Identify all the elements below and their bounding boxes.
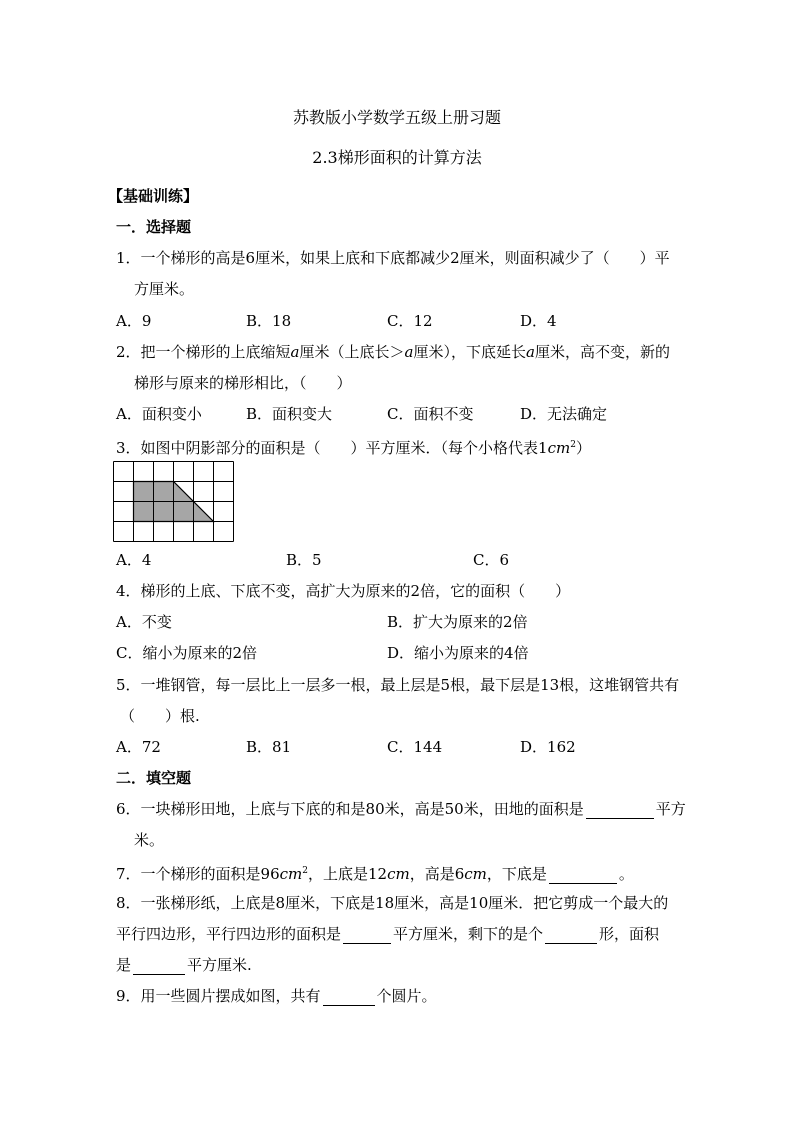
q8-area-blank[interactable] bbox=[343, 927, 391, 944]
q5-option-a: A．72 bbox=[116, 738, 161, 756]
q6-line1: 6．一块梯形田地，上底与下底的和是80米，高是50米，田地的面积是 平方 bbox=[116, 800, 686, 818]
q3-option-c: C．6 bbox=[473, 551, 510, 569]
q4-option-d: D．缩小为原来的4倍 bbox=[387, 644, 529, 662]
page-title: 苏教版小学数学五级上册习题 bbox=[292, 108, 501, 127]
q1-option-a: A．9 bbox=[116, 312, 152, 330]
q7-line1: 7．一个梯形的面积是$96cm^2$，上底是12cm，高是6cm，下底是 。 bbox=[116, 865, 634, 883]
section-multiple-choice: 一．选择题 bbox=[116, 218, 192, 236]
q2-option-a: A．面积变小 bbox=[116, 405, 202, 423]
q1-line1: 1．一个梯形的高是6厘米，如果上底和下底都减少2厘米，则面积减少了（ ）平 bbox=[116, 249, 670, 267]
q2-line1: 2．把一个梯形的上底缩短a厘米（上底长＞a厘米），下底延长a厘米，高不变，新的 bbox=[116, 343, 670, 361]
q7-answer-blank[interactable] bbox=[549, 867, 617, 884]
q5-option-b: B．81 bbox=[246, 738, 292, 756]
q8-line2: 平行四边形，平行四边形的面积是 平方厘米，剩下的是个 形，面积 bbox=[116, 925, 660, 943]
q4-option-b: B．扩大为原来的2倍 bbox=[387, 613, 528, 631]
q2-option-d: D．无法确定 bbox=[520, 405, 608, 423]
q8-shape-blank[interactable] bbox=[545, 927, 597, 944]
q4-option-c: C．缩小为原来的2倍 bbox=[116, 644, 258, 662]
q6-line2: 米。 bbox=[134, 831, 165, 849]
q1-option-c: C．12 bbox=[387, 312, 433, 330]
q5-option-d: D．162 bbox=[520, 738, 576, 756]
q6-answer-blank[interactable] bbox=[586, 802, 654, 819]
q8-remaining-area-blank[interactable] bbox=[133, 958, 185, 975]
page-subtitle: 2.3梯形面积的计算方法 bbox=[312, 148, 482, 167]
q3-line1: 3．如图中阴影部分的面积是（ ）平方厘米．（每个小格代表$1cm^2$） bbox=[116, 439, 591, 457]
q2-option-b: B．面积变大 bbox=[246, 405, 333, 423]
q4-option-a: A．不变 bbox=[116, 613, 172, 631]
section-fill-in: 二．填空题 bbox=[116, 769, 192, 787]
q3-option-b: B．5 bbox=[286, 551, 322, 569]
q9-answer-blank[interactable] bbox=[323, 989, 375, 1006]
q2-option-c: C．面积不变 bbox=[387, 405, 474, 423]
q2-line2: 梯形与原来的梯形相比，（ ） bbox=[134, 374, 352, 392]
q3-option-a: A．4 bbox=[116, 551, 152, 569]
q9-line1: 9．用一些圆片摆成如图，共有 个圆片。 bbox=[116, 987, 437, 1005]
q4-line1: 4．梯形的上底、下底不变，高扩大为原来的2倍，它的面积（ ） bbox=[116, 582, 571, 600]
q1-line2: 方厘米。 bbox=[134, 280, 195, 298]
q5-line1: 5．一堆钢管，每一层比上一层多一根，最上层是5根，最下层是13根，这堆钢管共有 bbox=[116, 676, 680, 694]
q5-option-c: C．144 bbox=[387, 738, 443, 756]
q1-option-b: B．18 bbox=[246, 312, 292, 330]
q1-option-d: D．4 bbox=[520, 312, 557, 330]
q3-grid-figure bbox=[113, 461, 235, 543]
q8-line1: 8．一张梯形纸，上底是8厘米，下底是18厘米，高是10厘米．把它剪成一个最大的 bbox=[116, 894, 669, 912]
q8-line3: 是 平方厘米. bbox=[116, 956, 252, 974]
section-training: 【基础训练】 bbox=[108, 187, 199, 205]
q5-line2: （ ）根. bbox=[120, 707, 200, 725]
